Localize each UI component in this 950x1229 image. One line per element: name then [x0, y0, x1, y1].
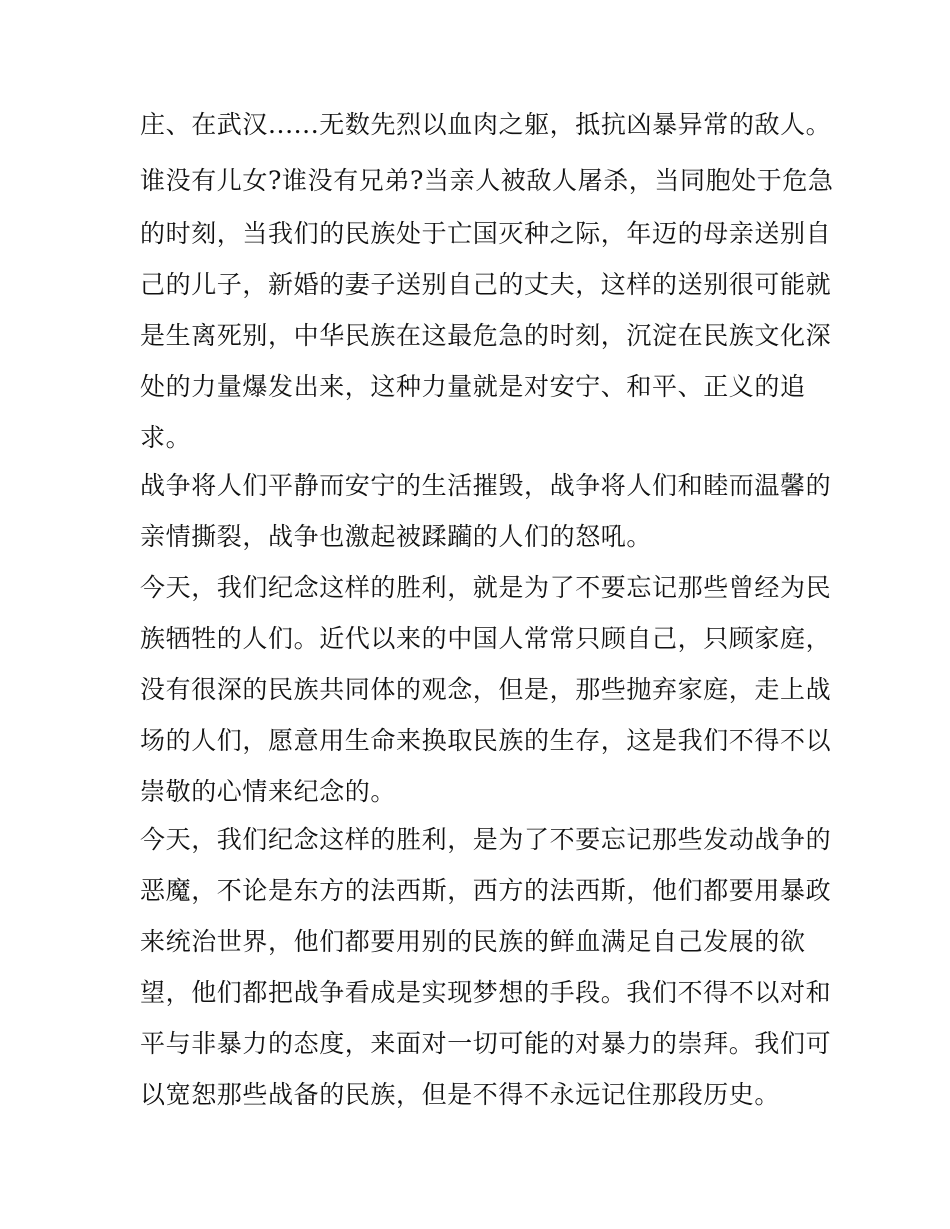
text-line: 谁没有儿女?谁没有兄弟?当亲人被敌人屠杀，当同胞处于危急 — [140, 166, 834, 195]
text-line: 以宽恕那些战备的民族，但是不得不永远记住那段历史。 — [140, 1080, 781, 1109]
text-line: 族牺牲的人们。近代以来的中国人常常只顾自己，只顾家庭， — [140, 624, 832, 653]
text-line: 的时刻，当我们的民族处于亡国灭种之际，年迈的母亲送别自 — [140, 219, 832, 248]
text-line: 崇敬的心情来纪念的。 — [140, 777, 397, 806]
text-line: 求。 — [140, 423, 192, 452]
text-line: 今天，我们纪念这样的胜利，就是为了不要忘记那些曾经为民 — [140, 573, 832, 602]
text-line: 亲情撕裂，战争也激起被蹂躏的人们的怒吼。 — [140, 522, 653, 551]
text-line: 平与非暴力的态度，来面对一切可能的对暴力的崇拜。我们可 — [140, 1029, 832, 1058]
text-line: 没有很深的民族共同体的观念，但是，那些抛弃家庭，走上战 — [140, 675, 832, 704]
text-line: 恶魔，不论是东方的法西斯，西方的法西斯，他们都要用暴政 — [140, 876, 832, 905]
text-line: 是生离死别，中华民族在这最危急的时刻，沉淀在民族文化深 — [140, 321, 832, 350]
text-line: 处的力量爆发出来，这种力量就是对安宁、和平、正义的追 — [140, 372, 806, 401]
text-line: 庄、在武汉......无数先烈以血肉之躯，抵抗凶暴异常的敌人。 — [140, 110, 832, 139]
text-line: 场的人们，愿意用生命来换取民族的生存，这是我们不得不以 — [140, 726, 832, 755]
text-line: 望，他们都把战争看成是实现梦想的手段。我们不得不以对和 — [140, 978, 832, 1007]
text-line: 今天，我们纪念这样的胜利，是为了不要忘记那些发动战争的 — [140, 825, 832, 854]
text-line: 战争将人们平静而安宁的生活摧毁，战争将人们和睦而温馨的 — [140, 471, 832, 500]
text-line: 己的儿子，新婚的妻子送别自己的丈夫，这样的送别很可能就 — [140, 270, 832, 299]
text-line: 来统治世界，他们都要用别的民族的鲜血满足自己发展的欲 — [140, 927, 806, 956]
